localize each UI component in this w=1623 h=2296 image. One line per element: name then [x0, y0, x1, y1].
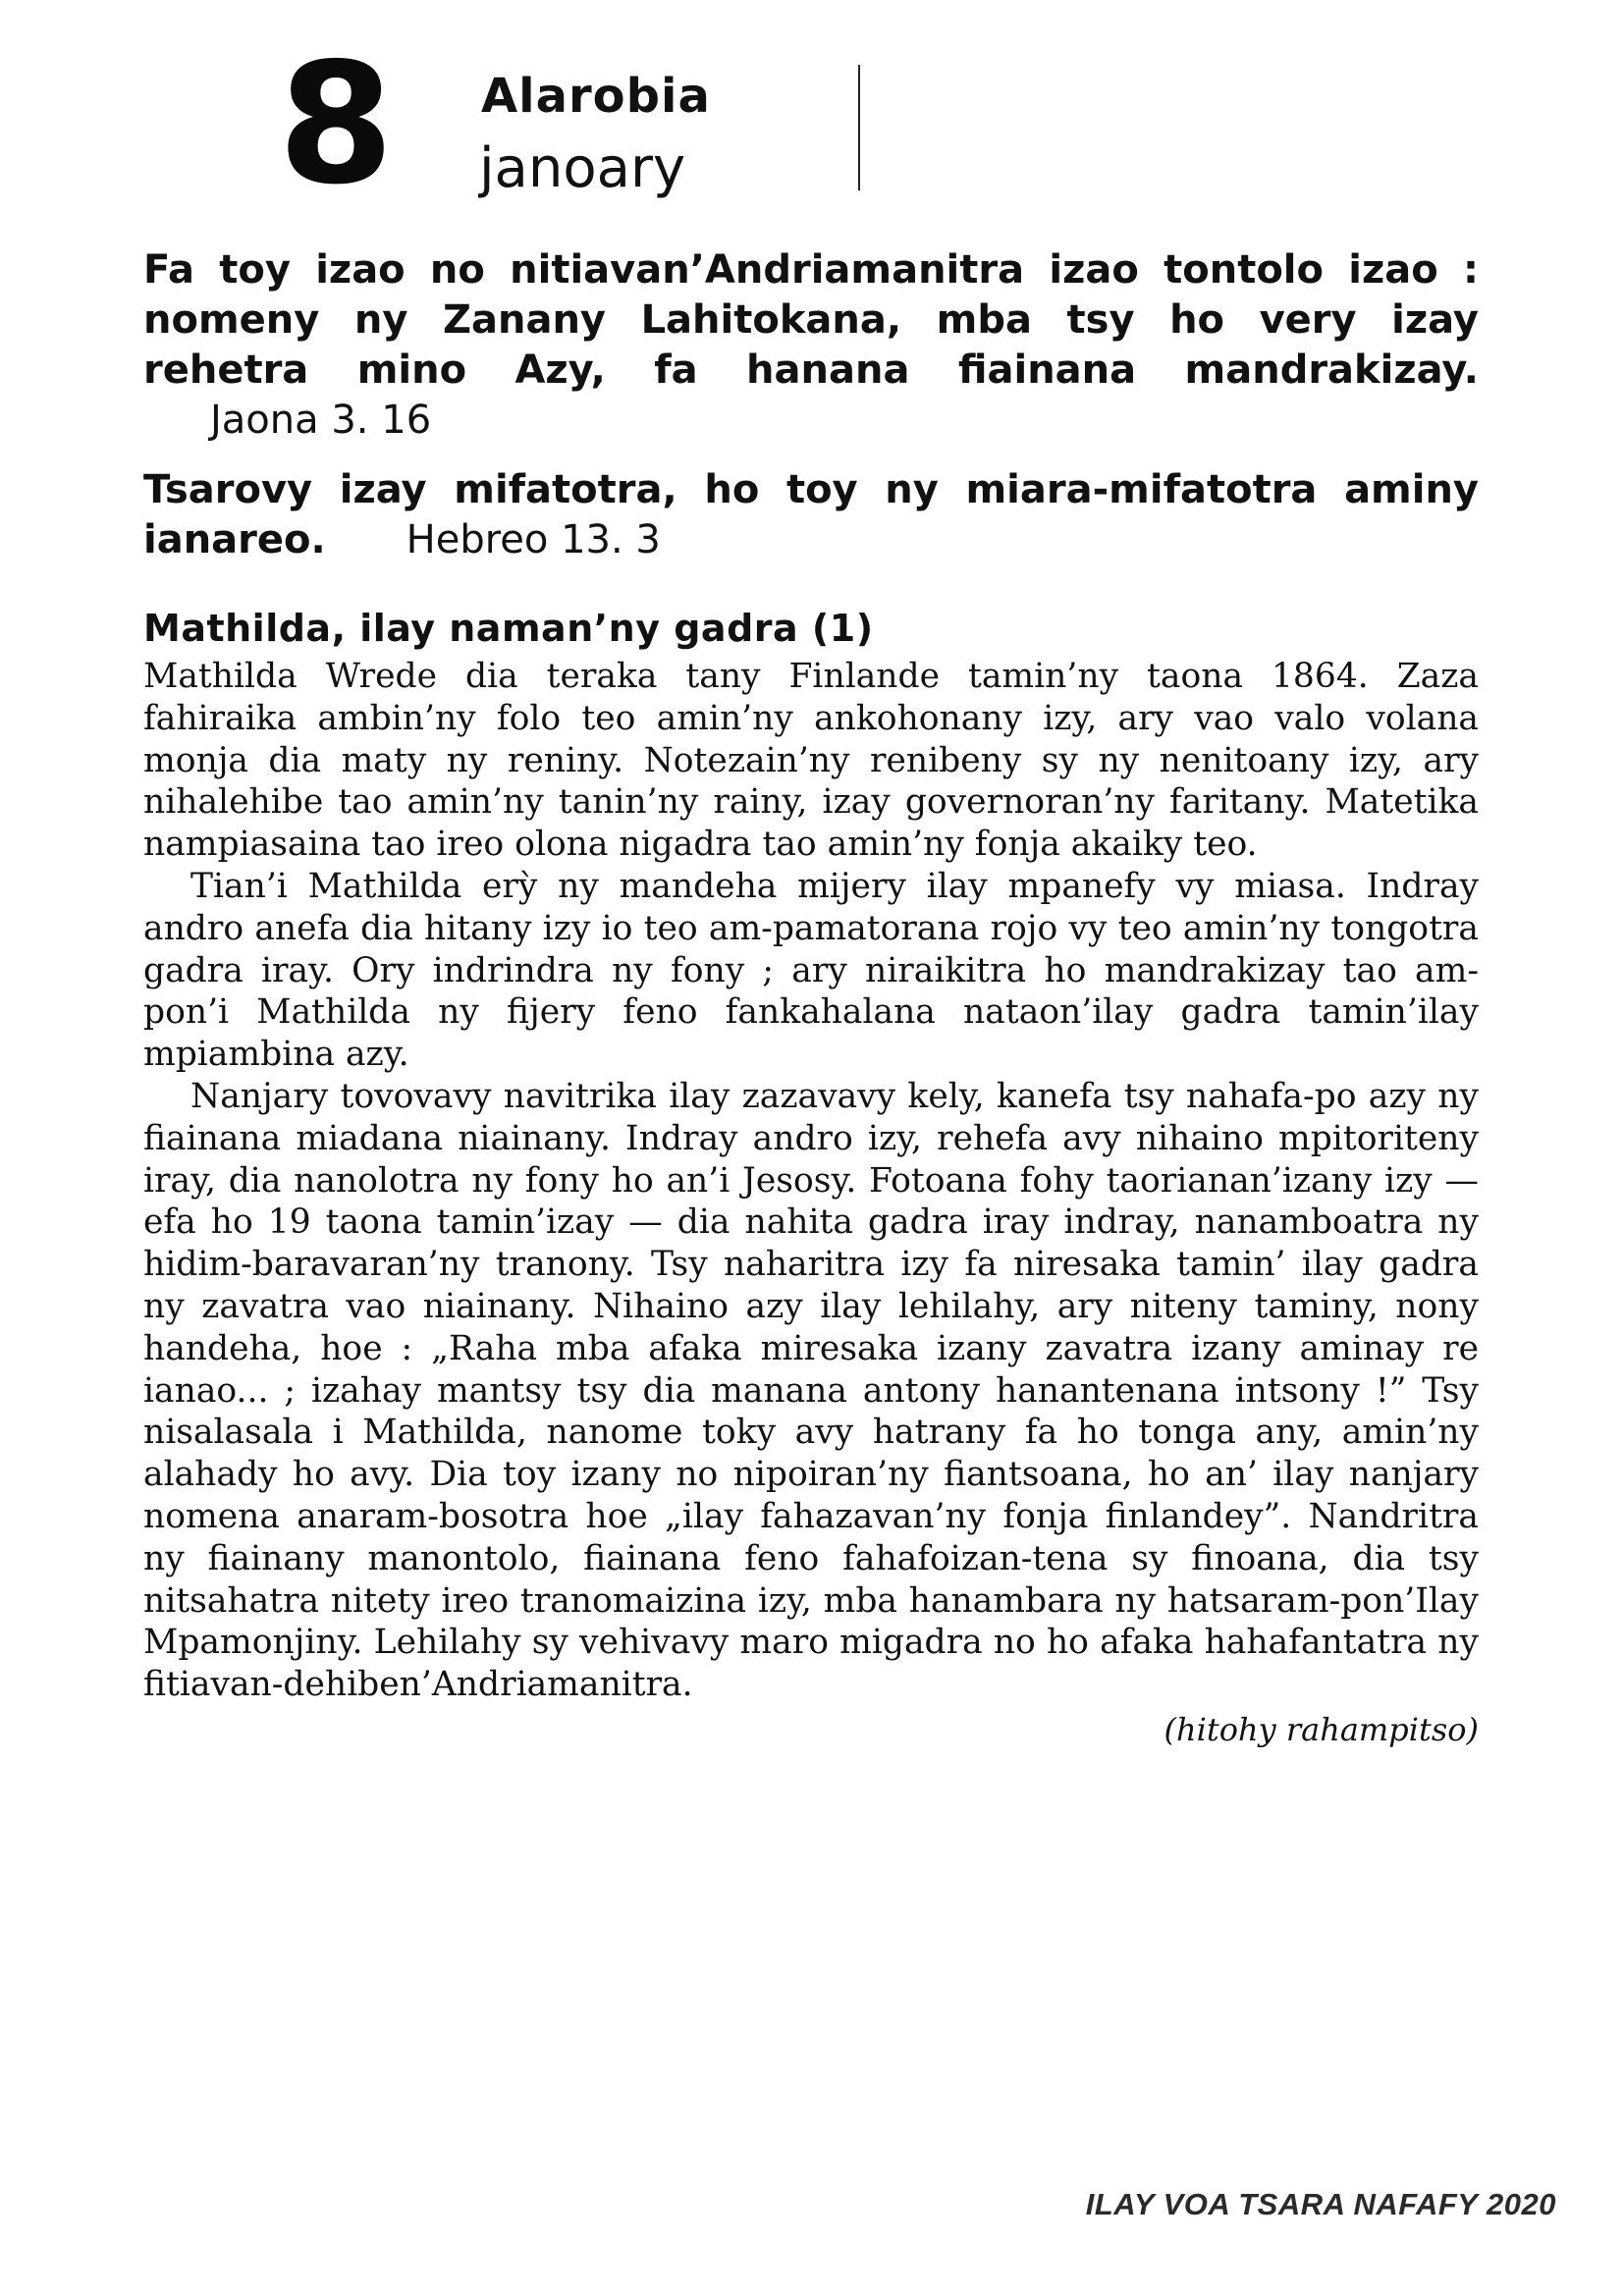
article-title: Mathilda, ilay naman’ny gadra (1)	[143, 607, 874, 650]
article-paragraph-3: Nanjary tovovavy navitrika ilay zazavavy kely, kanefa tsy nahafa-po azy ny fiainana miadana niainany. Indray andro izy, rehefa avy nihaino mpitoriteny iray, dia nanolotra ny fony ho an’i Jesosy. Fotoana fohy taorianan’izany izy — efa ho 19 taona tamin’izay — dia nahita gadra iray indray, nanamboatra ny hidim-baravaran’ny tranony. Tsy naharitra izy fa niresaka tamin’ ilay gadra ny zavatra vao niainany. Nihaino azy ilay lehilahy, ary niteny taminy, nony handeha, hoe : „Raha mba afaka miresaka izany zavatra izany aminay re ianao... ; izahay mantsy tsy dia manana antony hanantenana intsony !” Tsy nisalasala i Mathilda, nanome toky avy hatrany fa ho tonga any, amin’ny alahady ho avy. Dia toy izany no nipoiran’ny fiantsoana, ho an’ ilay nanjary nomena anaram-bosotra hoe „ilay fahazavan’ny fonja finlandey”. Nandritra ny fiainany manontolo, fiainana feno fahafoizan-tena sy finoana, dia tsy nitsahatra nitety ireo tranomaizina izy, mba hanambara ny hatsaram-pon’Ilay Mpamonjiny. Lehilahy sy vehivavy maro migadra no ho afaka hahafantatra ny fitiavan-dehiben’Andriamanitra.	[143, 1076, 1479, 1705]
article-paragraph-2: Tian’i Mathilda erỳ ny mandeha mijery ilay mpanefy vy miasa. Indray andro anefa dia hitany izy io teo am-pamatorana rojo vy teo amin’ny tongotra gadra iray. Ory indrindra ny fony ; ary niraikitra ho mandrakizay tao am-pon’i Mathilda ny fijery feno fankahalana nataon’ilay gadra tamin’ilay mpiambina azy.	[143, 866, 1479, 1075]
month: janoary	[479, 136, 686, 200]
daily-verses	[143, 245, 1479, 585]
verse-text: Fa toy izao no nitiavan’Andriamanitra izao tontolo izao : nomeny ny Zanany Lahitokana, mba tsy ho very izay rehetra mino Azy, fa hanana fiainana mandrakizay.	[143, 247, 1479, 393]
verse-2	[143, 465, 1479, 565]
continued-note: (hitohy rahampitso)	[1163, 1710, 1479, 1748]
day-number: 8	[278, 27, 391, 222]
article-paragraph-1: Mathilda Wrede dia teraka tany Finlande tamin’ny taona 1864. Zaza fahiraika ambin’ny folo teo amin’ny ankohonany izy, ary vao valo volana monja dia maty ny reniny. Notezain’ny renibeny sy ny nenitoany izy, ary nihalehibe tao amin’ny tanin’ny rainy, izay governoran’ny faritany. Matetika nampiasaina tao ireo olona nigadra tao amin’ny fonja akaiky teo.	[143, 657, 1479, 865]
verse-reference: Jaona 3. 16	[210, 398, 432, 443]
verse-reference: Hebreo 13. 3	[406, 517, 661, 562]
weekday: Alarobia	[481, 69, 711, 124]
article	[143, 603, 1479, 1751]
publication-footer: ILAY VOA TSARA NAFAFY 2020	[1085, 2187, 1556, 2221]
date-header	[0, 0, 1623, 222]
verse-1	[143, 245, 1479, 446]
verse-text: Tsarovy izay mifatotra, ho toy ny miara-mifatotra aminy ianareo.	[143, 467, 1479, 562]
header-divider	[858, 65, 860, 190]
